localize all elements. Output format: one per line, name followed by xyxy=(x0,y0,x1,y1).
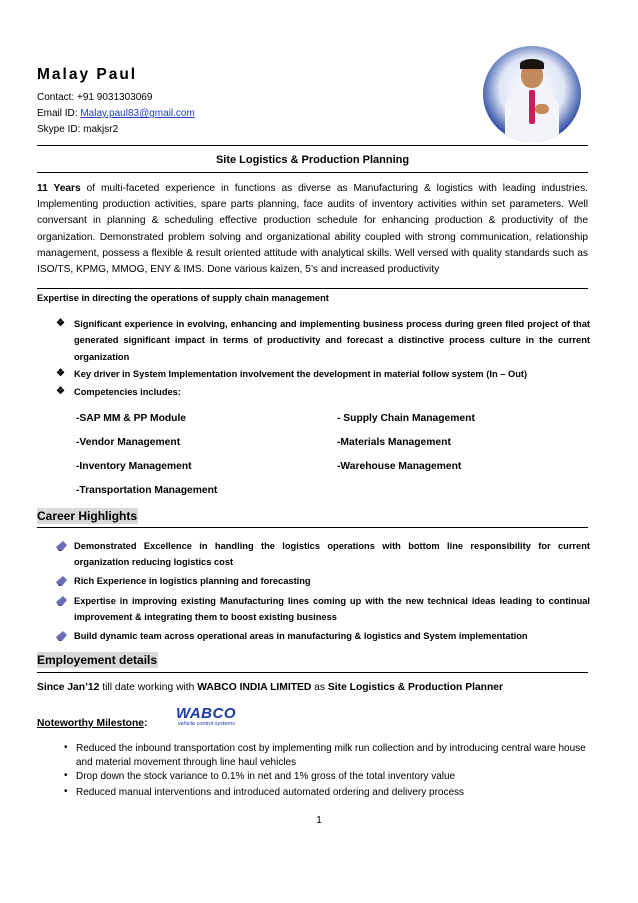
employment-company: WABCO INDIA LIMITED xyxy=(197,682,312,693)
email-label: Email ID: xyxy=(37,108,81,119)
bullet-dot-icon: • xyxy=(64,786,68,797)
expertise-heading: Expertise in directing the operations of supply chain management xyxy=(37,293,329,303)
competency-item: -Materials Management xyxy=(337,437,451,448)
competency-item: -Warehouse Management xyxy=(337,461,462,472)
employment-role: Site Logistics & Production Planner xyxy=(327,682,503,693)
bullet-dot-icon: • xyxy=(64,770,68,781)
page-number: 1 xyxy=(316,815,322,826)
career-bullet xyxy=(56,573,590,589)
employment-summary xyxy=(37,682,503,693)
expertise-bullet xyxy=(56,316,590,365)
milestone-item: Reduced the inbound transportation cost by implementing milk run collection and by introducing central ware house and material movement through line haul vehicles xyxy=(76,743,586,768)
employment-heading: Employement details xyxy=(37,653,158,667)
career-bullet xyxy=(56,538,590,571)
competency-item: -Transportation Management xyxy=(76,485,218,496)
expertise-bullet xyxy=(56,384,590,400)
competency-item: -SAP MM & PP Module xyxy=(76,413,187,424)
expertise-bullet-text: Key driver in System Implementation involvement the development in material follow system (In – Out) xyxy=(74,369,528,379)
career-bullet-text: Expertise in improving existing Manufacturing lines coming up with the new technical ideas leading to continual improvement & integrating them to boost existing business xyxy=(74,596,590,623)
arrow-bullet-icon xyxy=(56,631,67,641)
summary-divider xyxy=(37,288,588,289)
career-bullet-text: Rich Experience in logistics planning and forecasting xyxy=(74,576,311,586)
diamond-bullet-icon: ❖ xyxy=(56,318,65,329)
title-divider xyxy=(37,172,588,173)
expertise-bullet xyxy=(56,366,590,382)
milestone-label xyxy=(37,718,147,729)
contact-phone: Contact: +91 9031303069 xyxy=(37,92,153,103)
email-link[interactable]: Malay.paul83@gmail.com xyxy=(80,108,195,119)
candidate-name: Malay Paul xyxy=(37,66,138,83)
expertise-bullet-text: Significant experience in evolving, enhancing and implementing business process during green filed project of that generated significant impact in terms of productivity and forecast a distinctive process culture in the current organization xyxy=(74,319,590,362)
wabco-logo-tagline: vehicle control systems xyxy=(178,721,235,727)
career-bullet xyxy=(56,593,590,626)
resume-title: Site Logistics & Production Planning xyxy=(215,154,410,166)
arrow-bullet-icon xyxy=(56,596,67,606)
employment-divider xyxy=(37,672,588,673)
contact-skype: Skype ID: makjsr2 xyxy=(37,124,119,135)
wabco-logo-text: WABCO xyxy=(176,705,236,722)
profile-summary xyxy=(37,181,588,278)
competency-item: -Inventory Management xyxy=(76,461,192,472)
wabco-logo xyxy=(176,706,242,730)
competency-item: - Supply Chain Management xyxy=(337,413,475,424)
diamond-bullet-icon: ❖ xyxy=(56,386,65,397)
summary-years: 11 Years xyxy=(37,183,81,194)
career-bullet xyxy=(56,628,590,644)
career-bullet-text: Demonstrated Excellence in handling the logistics operations with bottom line responsibility for current organization reducing logistics cost xyxy=(74,541,590,568)
milestone-label-text: Noteworthy Milestone xyxy=(37,718,144,729)
header-divider xyxy=(37,145,588,146)
career-highlights-heading: Career Highlights xyxy=(37,509,138,523)
bullet-dot-icon: • xyxy=(64,742,68,753)
expertise-bullet-text: Competencies includes: xyxy=(74,387,181,397)
milestone-colon: : xyxy=(143,718,148,729)
career-bullet-text: Build dynamic team across operational areas in manufacturing & logistics and System implementation xyxy=(74,631,528,641)
milestone-item: Drop down the stock variance to 0.1% in net and 1% gross of the total inventory value xyxy=(76,771,456,782)
summary-text: of multi-faceted experience in functions as diverse as Manufacturing & logistics with leading industries. Implementing production activities, spare parts planning, face audits of inventory activities within set parameters. Well conversant in planning & scheduling effective production schedule for enhancing production & productivity of the organization. Demonstrated problem solving and organizational ability coupled with strong communication, relationship management, possess a flexible & result oriented attitude with analytical skills. Well versed with quality standards such as ISO/TS, KPMG, MMOG, ENY & IMS. Done various kaizen, 5’s and increased productivity xyxy=(37,183,588,276)
diamond-bullet-icon: ❖ xyxy=(56,368,65,379)
arrow-bullet-icon xyxy=(56,541,67,551)
profile-photo xyxy=(483,46,581,142)
competency-item: -Vendor Management xyxy=(76,437,181,448)
milestone-item: Reduced manual interventions and introduced automated ordering and delivery process xyxy=(76,787,465,798)
contact-email xyxy=(37,108,195,119)
employment-text: till date working with xyxy=(99,682,198,693)
career-divider xyxy=(37,527,588,528)
employment-since: Since Jan’12 xyxy=(37,682,100,693)
arrow-bullet-icon xyxy=(56,576,67,586)
employment-text: as xyxy=(311,682,328,693)
